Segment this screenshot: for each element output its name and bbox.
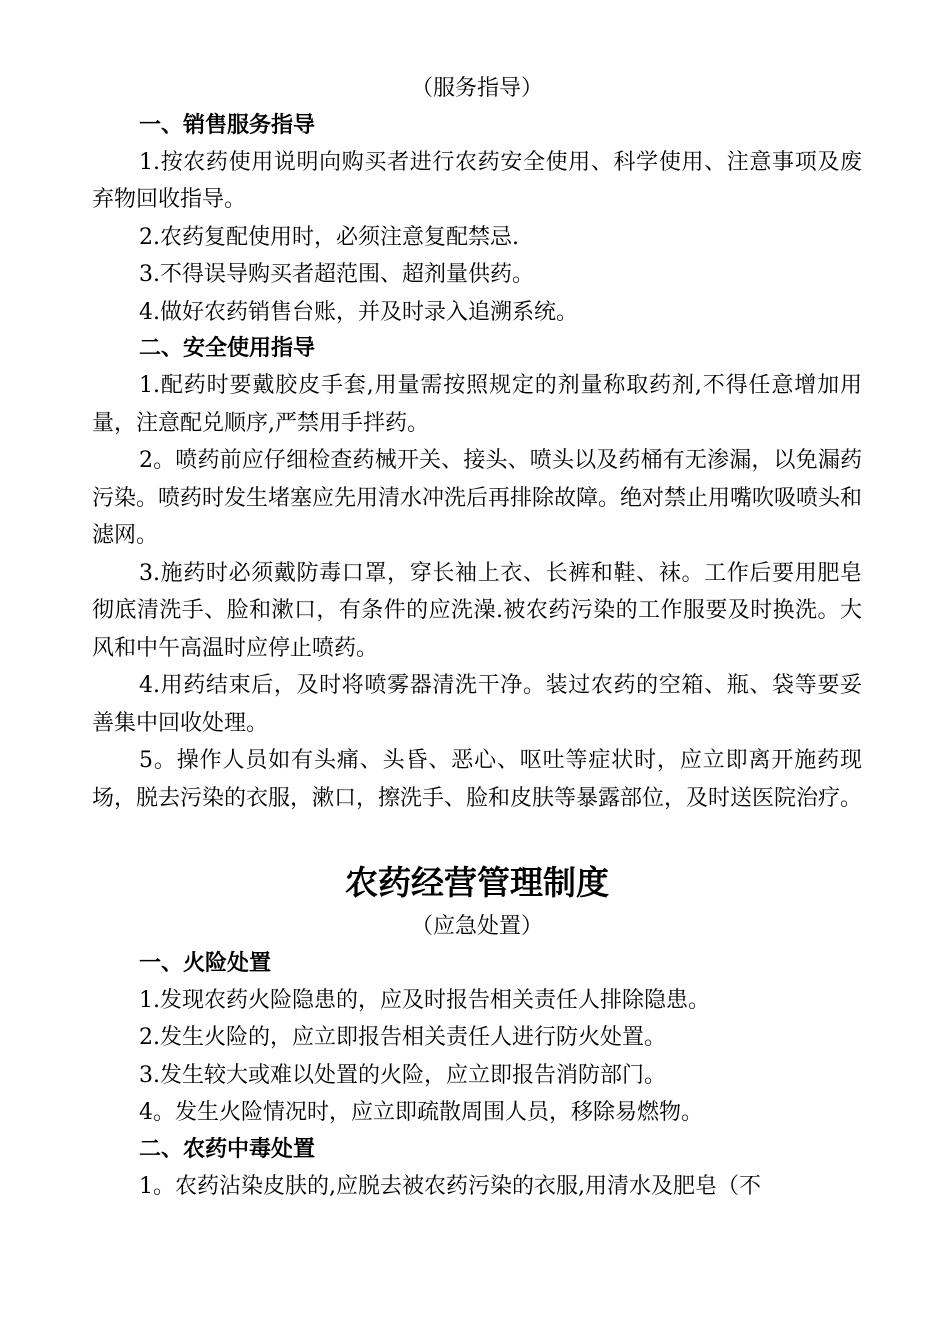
paragraph: 1.发现农药火险隐患的，应及时报告相关责任人排除隐患。 xyxy=(139,987,710,1013)
service-guidance-section xyxy=(92,70,862,817)
paragraph: 1.按农药使用说明向购买者进行农药安全使用、科学使用、注意事项及废弃物回收指导。 xyxy=(92,149,862,212)
paragraph: 4.用药结束后，及时将喷雾器清洗干净。装过农药的空箱、瓶、袋等要妥善集中回收处理。 xyxy=(92,673,862,736)
paragraph: 2.农药复配使用时，必须注意复配禁忌. xyxy=(139,224,519,250)
paragraph: 2。喷药前应仔细检查药械开关、接头、喷头以及药桶有无渗漏，以免漏药污染。喷药时发生堵塞应先用清水冲洗后再排除故障。绝对禁止用嘴吹吸喷头和滤网。 xyxy=(92,448,863,548)
emergency-section xyxy=(92,858,862,1205)
paragraph: 3.施药时必须戴防毒口罩，穿长袖上衣、长裤和鞋、袜。工作后要用肥皂彻底清洗手、脸和漱口，有条件的应洗澡.被农药污染的工作服要及时换洗。大风和中午高温时应停止喷药。 xyxy=(92,560,862,661)
paragraph: 4.做好农药销售台账，并及时录入追溯系统。 xyxy=(139,299,578,325)
section-subtitle: （服务指导） xyxy=(410,76,543,101)
heading-safe-use: 二、安全使用指导 xyxy=(139,336,316,361)
document-title: 农药经营管理制度 xyxy=(345,863,609,902)
heading-poisoning: 二、农药中毒处置 xyxy=(139,1136,316,1162)
paragraph: 3.发生较大或难以处置的火险，应立即报告消防部门。 xyxy=(139,1062,666,1088)
paragraph: 3.不得误导购买者超范围、超剂量供药。 xyxy=(139,262,534,287)
heading-fire: 一、火险处置 xyxy=(139,950,272,976)
heading-sales-service: 一、销售服务指导 xyxy=(139,112,316,138)
paragraph: 1。农药沾染皮肤的,应脱去被农药污染的衣服,用清水及肥皂（不 xyxy=(139,1173,761,1199)
paragraph: 4。发生火险情况时，应立即疏散周围人员，移除易燃物。 xyxy=(139,1100,703,1125)
section-subtitle: （应急处置） xyxy=(410,914,543,939)
paragraph: 5。操作人员如有头痛、头昏、恶心、呕吐等症状时，应立即离开施药现场，脱去污染的衣服，漱口，擦洗手、脸和皮肤等暴露部位，及时送医院治疗。 xyxy=(92,748,863,811)
paragraph: 1.配药时要戴胶皮手套,用量需按照规定的剂量称取药剂,不得任意增加用量，注意配兑顺序,严禁用手拌药。 xyxy=(92,373,862,436)
paragraph: 2.发生火险的，应立即报告相关责任人进行防火处置。 xyxy=(139,1025,666,1050)
